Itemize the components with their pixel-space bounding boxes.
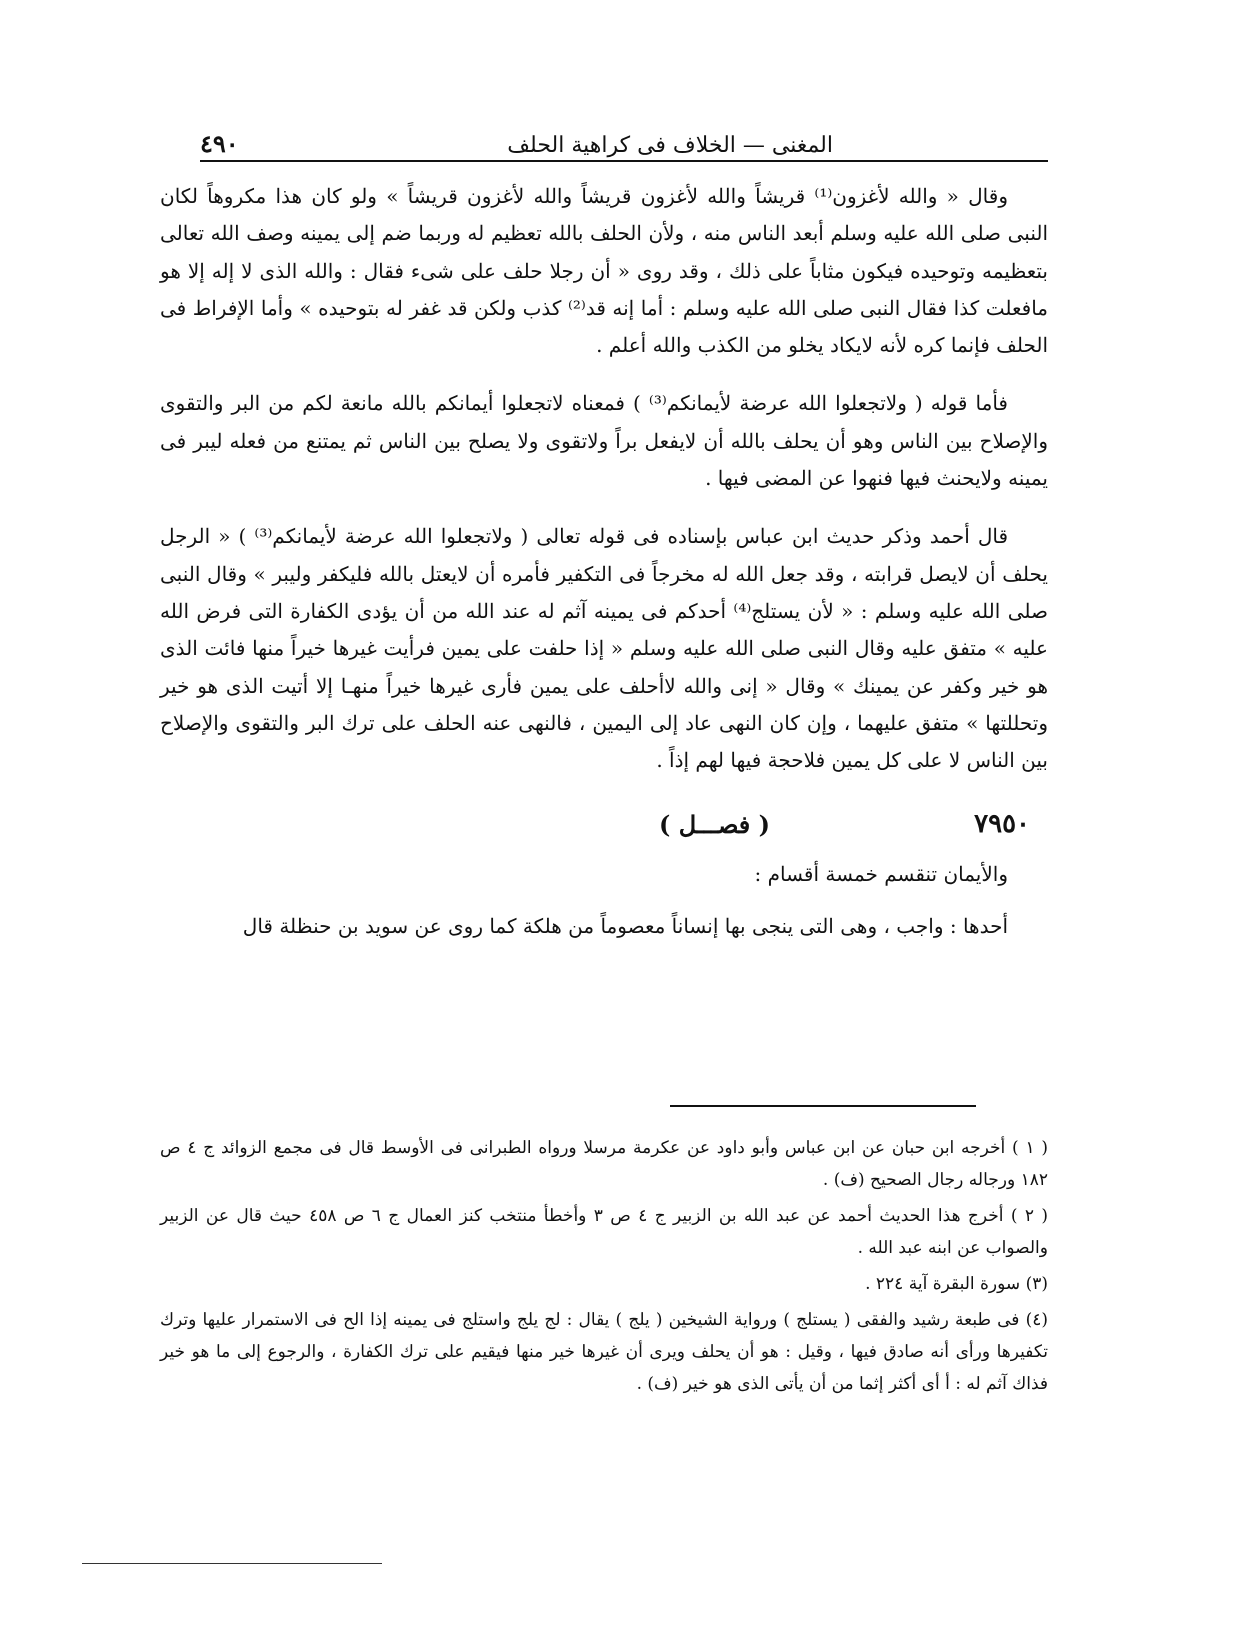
footnotes <box>160 1132 1048 1404</box>
footnote: ( ١ ) أخرجه ابن حبان عن ابن عباس وأبو داود عن عكرمة مرسلا ورواه الطبرانى فى الأوسط قال فى مجمع الزوائد ج ٤ ص ١٨٢ ورجاله رجال الصحيح (ف) . <box>160 1138 1048 1190</box>
running-title: المغنى — الخلاف فى كراهية الحلف <box>507 133 833 158</box>
section-heading <box>160 800 1048 848</box>
paragraph: قال أحمد وذكر حديث ابن عباس بإسناده فى قوله تعالى ( ولاتجعلوا الله عرضة لأيمانكم⁽³⁾ ) « الرجل يحلف أن لايصل قرابته ، وقد جعل الله له مخرجاً فى التكفير فأمره أن لايعتل بالله فليكفر وليبر » وقال النبى صلى الله عليه وسلم : « لأن يستلج⁽⁴⁾ أحدكم فى يمينه آثم له عند الله من أن يؤدى الكفارة التى فرض الله عليه » متفق عليه وقال النبى صلى الله عليه وسلم « إذا حلفت على يمين فرأيت غيرها خيراً منها فائت الذى هو خير وكفر عن يمينك » وقال « إنى والله لاأحلف على يمين فأرى غيرها خيراً منهـا إلا أتيت الذى هو خير وتحللتها » متفق عليهما ، وإن كان النهى عاد إلى اليمين ، فالنهى عنه الحلف على ترك البر والتقوى والإصلاح بين الناس لا على كل يمين فلاحجة فيها لهم إذاً . <box>160 524 1048 773</box>
footnote-separator <box>670 1105 976 1107</box>
page-header <box>200 118 1048 158</box>
footnote: (٤) فى طبعة رشيد والفقى ( يستلج ) ورواية الشيخين ( يلج ) يقال : لج يلج واستلج فى يمينه إذا الح فى الاستمرار عليها وترك تكفيرها ورأى أنه صادق فيها ، وقيل : هو أن يحلف ويرى أن غيرها خير منها فيقيم على ترك الكفارة ، والرجوع إلى ما هو خير فذاك آثم له : أ أى أكثر إثما من أن يأتى الذى هو خير (ف) . <box>160 1310 1048 1394</box>
page-number: ٤٩٠ <box>200 129 239 158</box>
bottom-line <box>82 1563 382 1564</box>
main-text <box>160 178 1048 966</box>
footnote: ( ٢ ) أخرج هذا الحديث أحمد عن عبد الله بن الزبير ج ٤ ص ٣ وأخطأ منتخب كنز العمال ج ٦ ص ٤٥٨ حيث قال عن الزبير والصواب عن ابنه عبد الله . <box>160 1206 1048 1258</box>
paragraph: فأما قوله ( ولاتجعلوا الله عرضة لأيمانكم⁽³⁾ ) فمعناه لاتجعلوا أيمانكم بالله مانعة لكم من البر والتقوى والإصلاح بين الناس وهو أن يحلف بالله أن لايفعل براً ولاتقوى ولا يصلح بين الناس ثم يمتنع من فعله ليبر فى يمينه ولايحنث فيها فنهوا عن المضى فيها . <box>160 391 1048 491</box>
section-number: ٧٩٥٠ <box>974 808 1030 839</box>
paragraph: وقال « والله لأغزون⁽¹⁾ قريشاً والله لأغزون قريشاً والله لأغزون قريشاً » ولو كان هذا مكروهاً لكان النبى صلى الله عليه وسلم أبعد الناس منه ، ولأن الحلف بالله تعظيم له وربما ضم إلى يمينه وصف الله تعالى بتعظيمه وتوحيده فيكون مثاباً على ذلك ، وقد روى « أن رجلا حلف على شىء فقال : والله الذى لا إله إلا هو مافعلت كذا فقال النبى صلى الله عليه وسلم : أما إنه قد⁽²⁾ كذب ولكن قد غفر له بتوحيده » وأما الإفراط فى الحلف فإنما كره لأنه لايكاد يخلو من الكذب والله أعلم . <box>160 184 1049 358</box>
paragraph: والأيمان تنقسم خمسة أقسام : <box>754 862 1008 887</box>
header-rule <box>200 160 1048 162</box>
footnote: (٣) سورة البقرة آية ٢٢٤ . <box>865 1274 1048 1294</box>
paragraph: أحدها : واجب ، وهى التى ينجى بها إنساناً معصوماً من هلكة كما روى عن سويد بن حنظلة قال <box>242 913 1008 938</box>
section-title: ( فصـــل ) <box>659 809 770 839</box>
